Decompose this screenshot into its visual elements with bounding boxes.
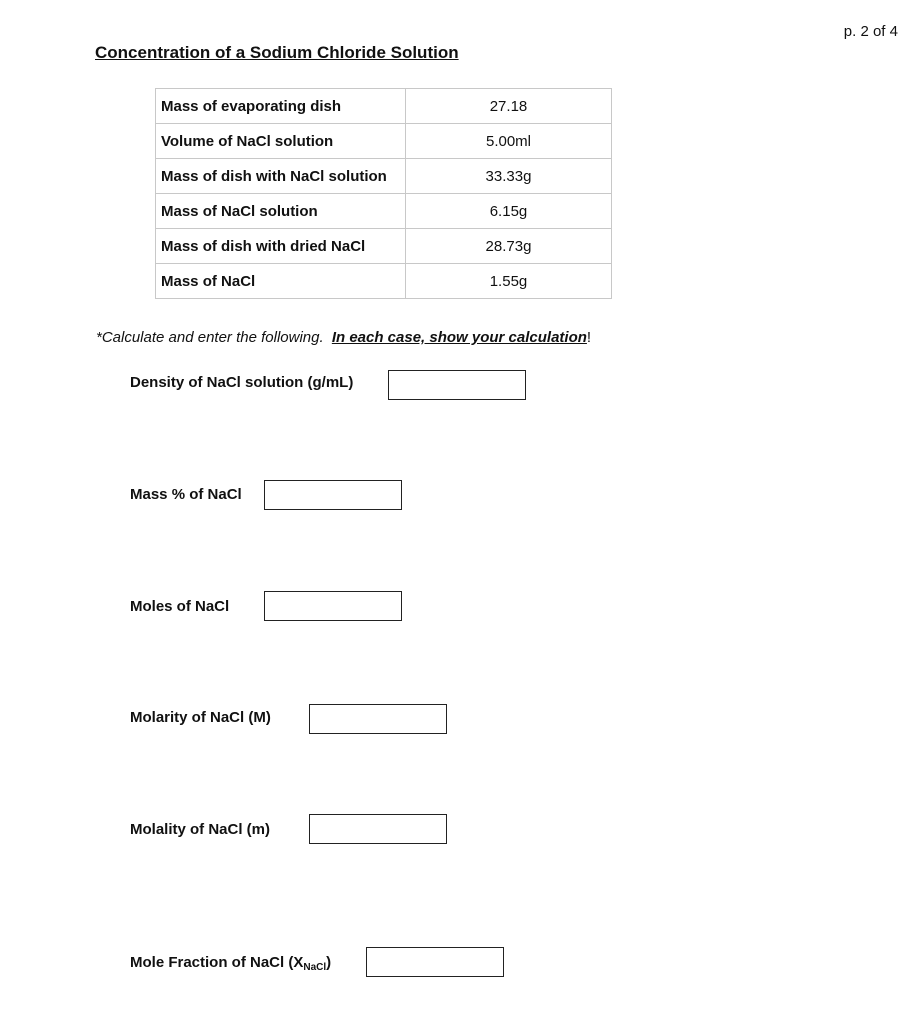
mole-fraction-label	[130, 954, 331, 973]
molality-label: Molality of NaCl (m)	[130, 821, 271, 838]
document-title: Concentration of a Sodium Chloride Solution	[95, 43, 459, 62]
instructions-lead: *Calculate and enter the following.	[96, 329, 324, 346]
density-label: Density of NaCl solution (g/mL)	[130, 374, 354, 391]
row-label-mass-nacl: Mass of NaCl	[156, 264, 406, 299]
table-row	[156, 264, 612, 299]
data-table	[155, 88, 612, 299]
row-label-mass-dish-dried-nacl: Mass of dish with dried NaCl	[156, 229, 406, 264]
row-label-mass-nacl-solution: Mass of NaCl solution	[156, 194, 406, 229]
mass-percent-label: Mass % of NaCl	[130, 486, 242, 503]
density-answer-box[interactable]	[388, 370, 526, 400]
table-row	[156, 194, 612, 229]
row-value-volume-nacl-solution: 5.00ml	[406, 124, 612, 159]
row-value-mass-dish-dried-nacl: 28.73g	[406, 229, 612, 264]
mass-percent-answer-box[interactable]	[264, 480, 402, 510]
molarity-label: Molarity of NaCl (M)	[130, 709, 271, 726]
table-row	[156, 89, 612, 124]
instructions-trail: !	[586, 329, 592, 346]
row-value-mass-evaporating-dish: 27.18	[406, 89, 612, 124]
mole-fraction-answer-box[interactable]	[366, 947, 504, 977]
table-row	[156, 124, 612, 159]
row-value-mass-nacl: 1.55g	[406, 264, 612, 299]
row-value-mass-nacl-solution: 6.15g	[406, 194, 612, 229]
row-label-mass-dish-with-solution: Mass of dish with NaCl solution	[156, 159, 406, 194]
moles-answer-box[interactable]	[264, 591, 402, 621]
mole-fraction-subscript: NaCl	[303, 962, 327, 973]
row-label-mass-evaporating-dish: Mass of evaporating dish	[156, 89, 406, 124]
molality-answer-box[interactable]	[309, 814, 447, 844]
molarity-answer-box[interactable]	[309, 704, 447, 734]
moles-label: Moles of NaCl	[130, 598, 230, 615]
instructions	[96, 329, 591, 346]
table-row	[156, 229, 612, 264]
table-row	[156, 159, 612, 194]
mole-fraction-prefix: Mole Fraction of NaCl (X	[130, 954, 304, 971]
page-number: p. 2 of 4	[843, 23, 898, 40]
instructions-emphasis: In each case, show your calculation	[331, 329, 587, 346]
row-label-volume-nacl-solution: Volume of NaCl solution	[156, 124, 406, 159]
mole-fraction-suffix: )	[326, 954, 332, 971]
row-value-mass-dish-with-solution: 33.33g	[406, 159, 612, 194]
